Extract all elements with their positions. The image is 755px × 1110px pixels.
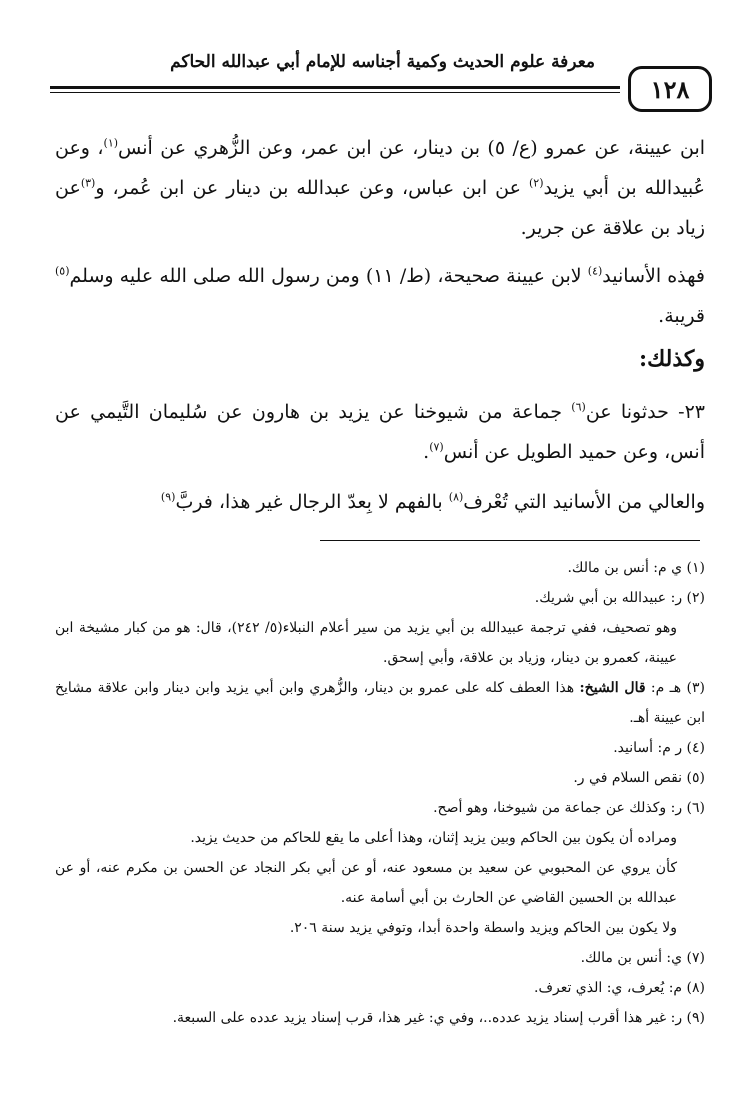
footnotes [55,553,705,1033]
footnote-ref-2: (٢) [528,176,544,190]
p1-text-2: ، وعن عُبيدالله بن أبي يزيد [55,137,705,199]
p4-text-2: بالفهم لا بِعدّ الرجال غير هذا، فربَّ [175,491,449,513]
p1-text-1: ابن عيينة، عن عمرو (ع/ ٥) بن دينار، عن ابن عمر، وعن الزُّهري عن أنس [118,137,706,159]
p2-text-1: فهذه الأسانيد [602,265,705,287]
footnote-ref-1: (١) [103,136,119,150]
footnote-ref-7: (٧) [429,440,444,454]
footnote-1: (١) ي م: أنس بن مالك. [567,560,705,576]
header-rule-thin [50,92,620,93]
paragraph-4 [55,482,705,522]
footnote-ref-3: (٣) [80,176,96,190]
paragraph-2 [55,256,705,336]
paragraph-1 [55,128,705,248]
footnote-2-continuation: وهو تصحيف، ففي ترجمة عبيدالله بن أبي يزيد من سير أعلام النبلاء(٥/ ٢٤٢)، قال: هو من كبار مشيخة ابن عيينة، كعمرو بن دينار، وزياد بن علاقة، وأبي إسحق. [55,620,677,666]
footnote-9: (٩) ر: غير هذا أقرب إسناد يزيد عدده..، وفي ي: غير هذا، قرب إسناد يزيد عدده على السبعة. [172,1010,705,1026]
p4-text-1: والعالي من الأسانيد التي تُعْرف [463,491,705,513]
footnote-6: (٦) ر: وكذلك عن جماعة من شيوخنا، وهو أصح. [433,800,705,816]
p3-text-1: ٢٣- حدثونا عن [585,401,705,423]
header-rule-thick [50,86,620,89]
footnote-4: (٤) ر م: أسانيد. [613,740,705,756]
footnote-3-bold: قال الشيخ: [579,680,646,696]
running-header-title: معرفة علوم الحديث وكمية أجناسه للإمام أبي عبدالله الحاكم [170,52,595,72]
p3-text-3: . [423,441,430,463]
footnote-6-continuation-2: كأن يروي عن المحبوبي عن سعيد بن مسعود عنه، أو عن أبي بكر النجاد عن الحسن بن مكرم عنه، أو عن عبدالله بن الحسين القاضي عن الحارث بن أبي أسامة عنه. [55,860,678,906]
footnote-6-continuation-1: ومراده أن يكون بين الحاكم وبين يزيد إثنان، وهذا أعلى ما يقع للحاكم من حديث يزيد. [190,830,677,846]
footnote-8: (٨) م: يُعرف، ي: الذي تعرف. [534,980,705,996]
p1-text-4: عن زياد بن علاقة عن جرير. [55,177,705,239]
footnote-ref-9: (٩) [160,490,176,504]
footnote-3-prefix: (٣) هـ م: [645,680,705,696]
footnote-ref-4: (٤) [587,264,603,278]
p1-text-3: عن ابن عباس، وعن عبدالله بن دينار عن ابن عُمر، و [95,177,529,199]
footnote-3-text: هذا العطف كله على عمرو بن دينار، والزُّهري وابن أبي يزيد وابن دينار وابن علاقة مشايخ ابن عيينة أهـ. [55,680,705,726]
p2-text-3: قريبة. [658,305,705,327]
footnote-ref-5: (٥) [55,264,70,278]
page-number: ١٢٨ [650,74,690,104]
paragraph-3 [55,392,705,472]
p2-text-2: لابن عيينة صحيحة، (ط/ ١١) ومن رسول الله صلى الله عليه وسلم [69,265,588,287]
footnote-7: (٧) ي: أنس بن مالك. [580,950,705,966]
footnote-3 [55,673,705,733]
footnote-ref-8: (٨) [448,490,464,504]
footnote-2: (٢) ر: عبيدالله بن أبي شريك. [534,590,705,606]
footnote-separator [320,540,700,541]
footnote-5: (٥) نقص السلام في ر. [573,770,705,786]
footnote-6-continuation-3: ولا يكون بين الحاكم ويزيد واسطة واحدة أبدا، وتوفي يزيد سنة ٢٠٦. [289,920,677,936]
p3-text-2: جماعة من شيوخنا عن يزيد بن هارون عن سُليمان التَّيمي عن أنس، وعن حميد الطويل عن أنس [55,401,705,463]
footnote-ref-6: (٦) [571,400,586,414]
page-number-badge [628,66,712,112]
section-heading: وكذلك: [638,346,705,372]
